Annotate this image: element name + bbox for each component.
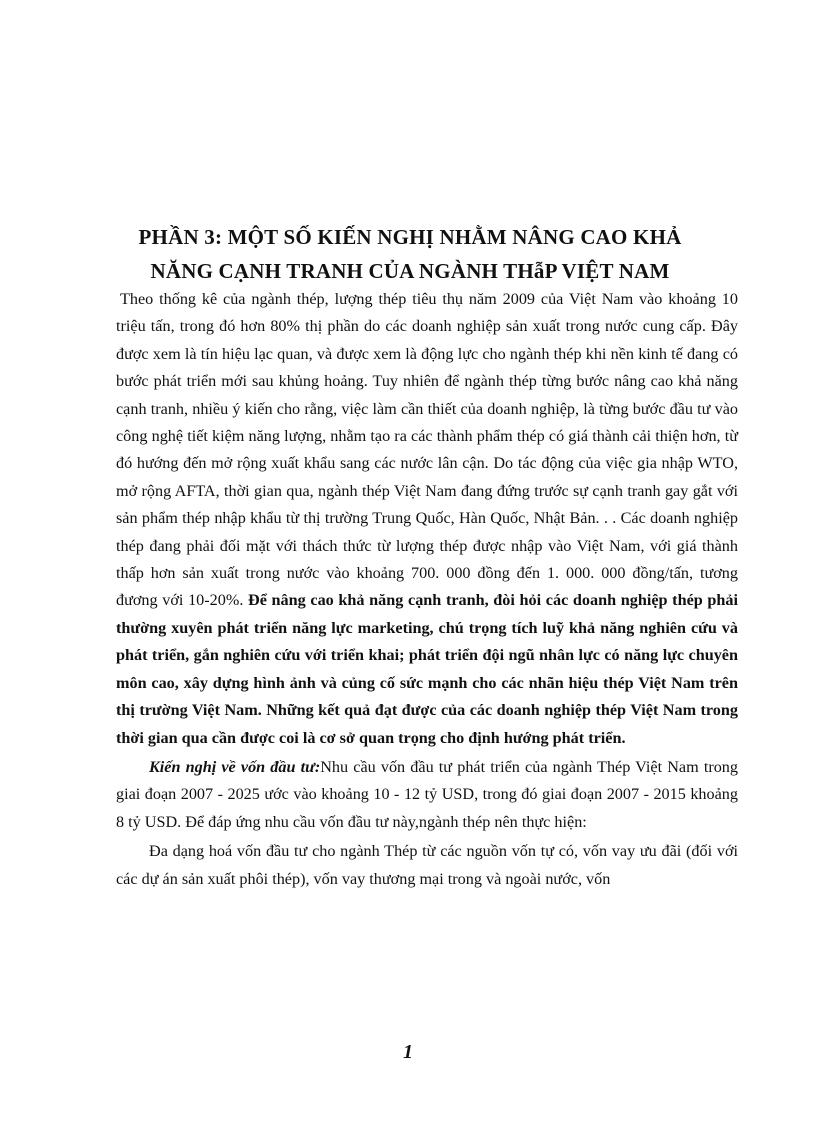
paragraph-intro [116, 286, 738, 752]
paragraph-diversification: Đa dạng hoá vốn đầu tư cho ngành Thép từ các nguồn vốn tự có, vốn vay ưu đãi (đối với các dự án sản xuất phôi thép), vốn vay thương mại trong và ngoài nước, vốn [116, 842, 738, 888]
paragraph-intro-bold-text: Để nâng cao khả năng cạnh tranh, đòi hỏi các doanh nghiệp thép phải thường xuyên phát triển năng lực marketing, chú trọng tích luỹ khả năng nghiên cứu và phát triển, gắn nghiên cứu với triển khai; phát triển đội ngũ nhân lực có năng lực chuyên môn cao, xây dựng hình ảnh và củng cố sức mạnh cho các nhãn hiệu thép Việt Nam trên thị trường Việt Nam. Những kết quả đạt được của các doanh nghiệp thép Việt Nam trong thời gian qua cần được coi là cơ sở quan trọng cho định hướng phát triển. [116, 591, 739, 747]
section-title-line-2: NĂNG CẠNH TRANH CỦA NGÀNH THẫP VIỆT NAM [150, 259, 670, 283]
investment-heading: Kiến nghị về vốn đầu tư: [149, 757, 321, 776]
paragraph-intro-text: Theo thống kê của ngành thép, lượng thép tiêu thụ năm 2009 của Việt Nam vào khoảng 10 triệu tấn, trong đó hơn 80% thị phần do các doanh nghiệp sản xuất trong nước cung cấp. Đây được xem là tín hiệu lạc quan, và được xem là động lực cho ngành thép khi nền kinh tế đang có bước phát triển mới sau khủng hoảng. Tuy nhiên để ngành thép từng bước nâng cao khả năng cạnh tranh, nhiều ý kiến cho rằng, việc làm cần thiết của doanh nghiệp, là từng bước đầu tư vào công nghệ tiết kiệm năng lượng, nhằm tạo ra các thành phẩm thép có giá thành cải thiện hơn, từ đó hướng đến mở rộng xuất khẩu sang các nước lân cận. Do tác động của việc gia nhập WTO, mở rộng AFTA, thời gian qua, ngành thép Việt Nam đang đứng trước sự cạnh tranh gay gắt với sản phẩm thép nhập khẩu từ thị trường Trung Quốc, Hàn Quốc, Nhật Bản. . . Các doanh nghiệp thép đang phải đối mặt với thách thức từ lượng thép được nhập vào Việt Nam, với giá thành thấp hơn sản xuất trong nước vào khoảng 700. 000 đồng đến 1. 000. 000 đồng/tấn, tương đương với 10-20%. [116, 290, 738, 610]
body-text [116, 286, 738, 893]
paragraph-investment [116, 754, 738, 836]
investment-text: Nhu cầu vốn đầu tư phát triển của ngành Thép Việt Nam trong giai đoạn 2007 - 2025 ước vào khoảng 10 - 12 tỷ USD, trong đó giai đoạn 2007 - 2015 khoảng 8 tỷ USD. Để đáp ứng nhu cầu vốn đầu tư này,ngành thép nên thực hiện: [116, 757, 738, 831]
section-title-line-1: PHẦN 3: MỘT SỐ KIẾN NGHỊ NHẰM NÂNG CAO KHẢ [138, 225, 682, 249]
page-number: 1 [403, 1041, 413, 1063]
